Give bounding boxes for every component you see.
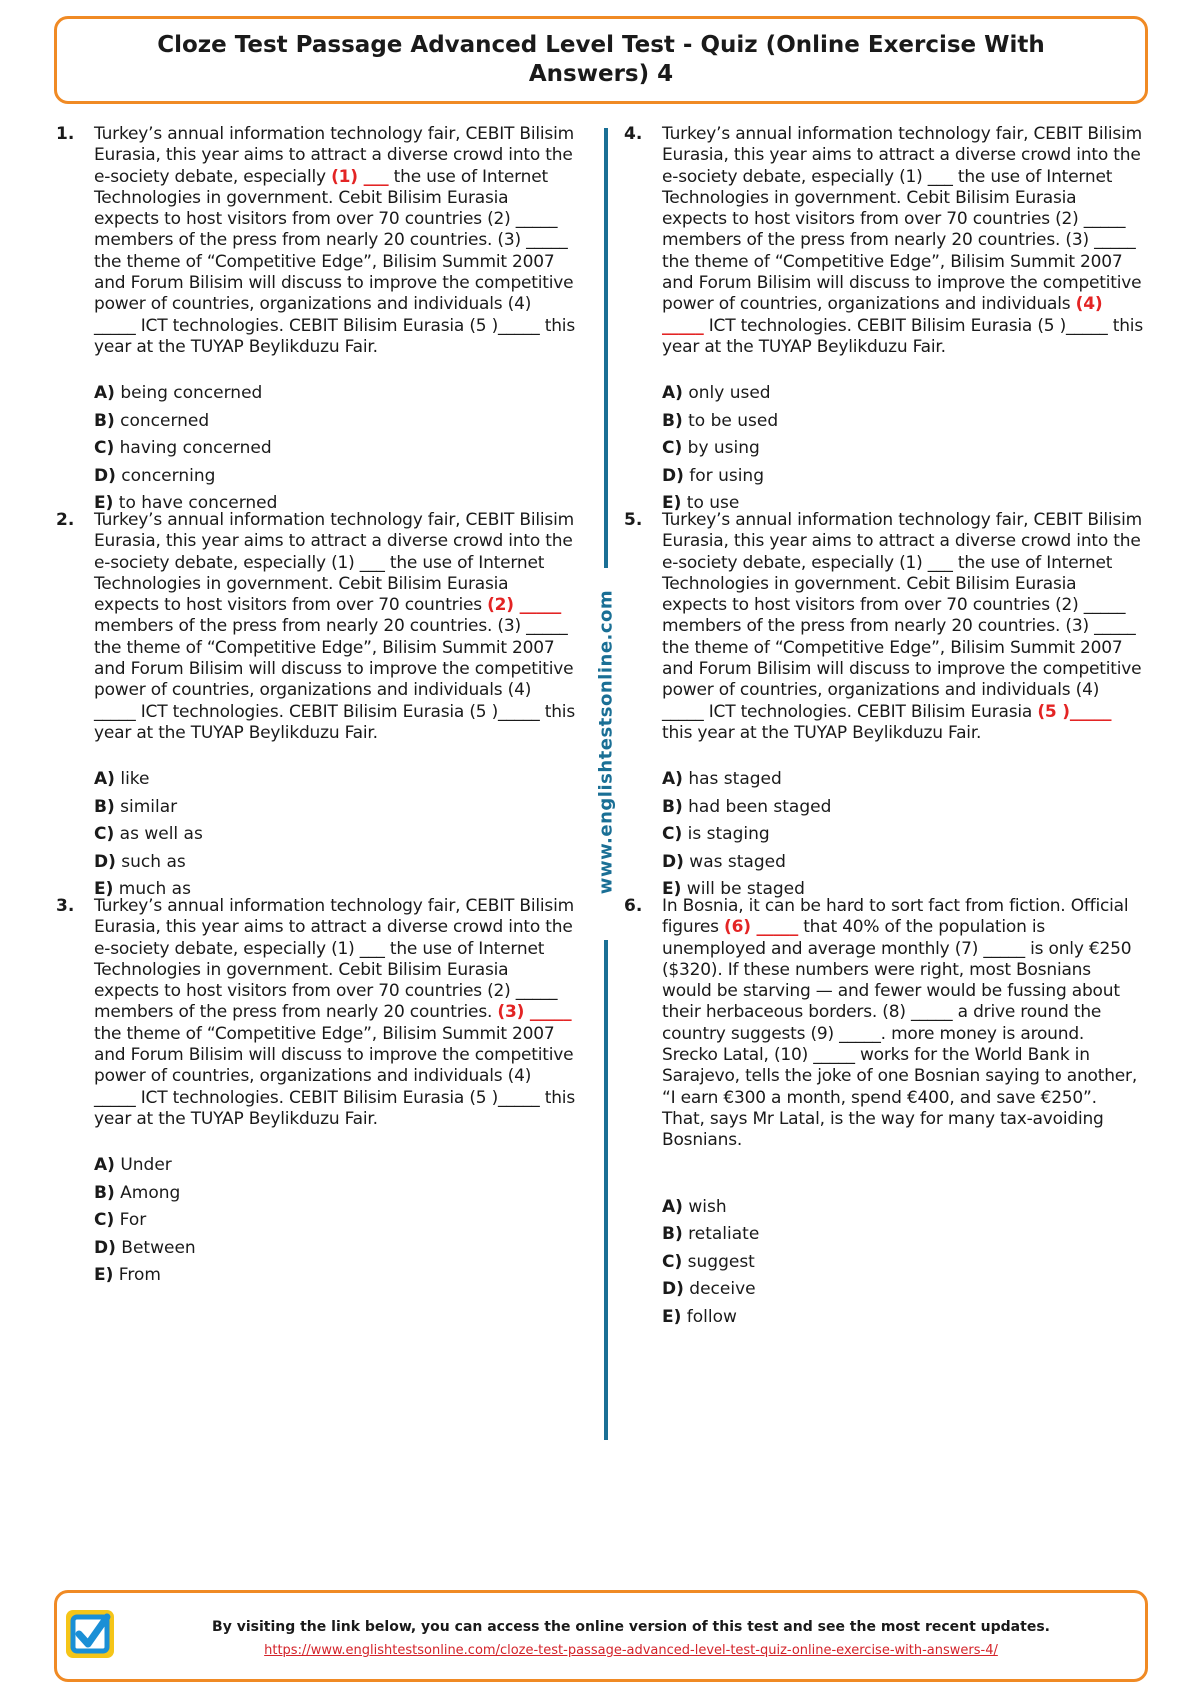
options-list bbox=[662, 766, 1144, 904]
option-c[interactable]: C) by using bbox=[662, 438, 760, 459]
page-title: Cloze Test Passage Advanced Level Test - Quiz (Online Exercise With Answers) 4 bbox=[157, 32, 1045, 87]
option-b[interactable]: B) to be used bbox=[662, 410, 779, 431]
option-a[interactable]: A) being concerned bbox=[94, 383, 263, 404]
question-number: 5. bbox=[624, 510, 643, 530]
highlighted-blank: (6) _____ bbox=[724, 917, 799, 938]
option-d[interactable]: D) concerning bbox=[94, 465, 216, 486]
option-a[interactable]: A) like bbox=[94, 769, 150, 790]
option-b[interactable]: B) concerned bbox=[94, 410, 210, 431]
highlighted-blank: (2) _____ bbox=[487, 595, 562, 616]
question-1 bbox=[56, 124, 576, 518]
option-a[interactable]: A) wish bbox=[662, 1196, 727, 1217]
highlighted-blank: (4) _____ bbox=[662, 294, 1103, 336]
question-4 bbox=[624, 124, 1144, 518]
question-number: 2. bbox=[56, 510, 75, 530]
option-e[interactable]: E) will be staged bbox=[662, 879, 805, 900]
option-e[interactable]: E) follow bbox=[662, 1306, 737, 1327]
option-c[interactable]: C) as well as bbox=[94, 824, 203, 845]
option-c[interactable]: C) having concerned bbox=[94, 438, 272, 459]
option-d[interactable]: D) such as bbox=[94, 851, 186, 872]
option-c[interactable]: C) For bbox=[94, 1210, 147, 1231]
options-list bbox=[94, 766, 576, 904]
question-3 bbox=[56, 896, 576, 1290]
footer-box bbox=[54, 1590, 1148, 1682]
option-a[interactable]: A) has staged bbox=[662, 769, 782, 790]
checkbox-icon bbox=[63, 1607, 117, 1661]
highlighted-blank: (1) ___ bbox=[331, 166, 389, 187]
column-divider-bottom bbox=[604, 940, 608, 1440]
question-number: 6. bbox=[624, 896, 643, 916]
option-d[interactable]: D) deceive bbox=[662, 1279, 756, 1300]
footer-text: By visiting the link below, you can access the online version of this test and see the most recent updates. bbox=[212, 1619, 1050, 1635]
test-online-link[interactable]: https://www.englishtestsonline.com/cloze-test-passage-advanced-level-test-quiz-online-exercise-with-answers-4/ bbox=[264, 1643, 998, 1658]
option-d[interactable]: D) for using bbox=[662, 465, 764, 486]
highlighted-blank: (5 )_____ bbox=[1037, 701, 1112, 722]
options-list bbox=[94, 380, 576, 518]
question-passage: In Bosnia, it can be hard to sort fact from fiction. Official figures (6) _____ that 40% of the population is unemployed and average monthly (7) _____ is only €250 ($320). If these numbers were right, most Bosnians would be starving — and fewer would be fussing about their herbaceous borders. (8) _____ a drive round the country suggests (9) _____. more money is around. Srecko Latal, (10) _____ works for the World Bank in Sarajevo, tells the joke of one Bosnian saying to another, “I earn €300 a month, spend €400, and save €250”. That, says Mr Latal, is the way for many tax-avoiding Bosnians. bbox=[662, 896, 1138, 1151]
question-passage: Turkey’s annual information technology fair, CEBIT Bilisim Eurasia, this year aims to attract a diverse crowd into the e-society debate, especially (1) ___ the use of Internet Technologies in government. Cebit Bilisim Eurasia expects to host visitors from over 70 countries (2) _____ members of the press from nearly 20 countries. (3) _____ the theme of “Competitive Edge”, Bilisim Summit 2007 and Forum Bilisim will discuss to improve the competitive power of countries, organizations and individuals (4) _____ ICT technologies. CEBIT Bilisim Eurasia (5 )_____ this year at the TUYAP Beylikduzu Fair. bbox=[94, 510, 575, 743]
column-divider-top bbox=[604, 128, 608, 568]
options-list bbox=[94, 1152, 576, 1290]
question-number: 3. bbox=[56, 896, 75, 916]
option-d[interactable]: D) was staged bbox=[662, 851, 786, 872]
option-e[interactable]: E) From bbox=[94, 1265, 161, 1286]
option-e[interactable]: E) to have concerned bbox=[94, 493, 278, 514]
question-passage: Turkey’s annual information technology fair, CEBIT Bilisim Eurasia, this year aims to attract a diverse crowd into the e-society debate, especially (1) ___ the use of Internet Technologies in government. Cebit Bilisim Eurasia expects to host visitors from over 70 countries (2) _____ members of the press from nearly 20 countries. (3) _____ the theme of “Competitive Edge”, Bilisim Summit 2007 and Forum Bilisim will discuss to improve the competitive power of countries, organizations and individuals (4) _____ ICT technologies. CEBIT Bilisim Eurasia (5 )_____ this year at the TUYAP Beylikduzu Fair. bbox=[94, 896, 575, 1129]
option-c[interactable]: C) is staging bbox=[662, 824, 770, 845]
option-b[interactable]: B) retaliate bbox=[662, 1224, 760, 1245]
option-a[interactable]: A) only used bbox=[662, 383, 771, 404]
option-e[interactable]: E) much as bbox=[94, 879, 191, 900]
question-6 bbox=[624, 896, 1144, 1331]
option-b[interactable]: B) Among bbox=[94, 1182, 181, 1203]
highlighted-blank: (3) _____ bbox=[497, 1002, 572, 1023]
question-passage: Turkey’s annual information technology fair, CEBIT Bilisim Eurasia, this year aims to attract a diverse crowd into the e-society debate, especially (1) ___ the use of Internet Technologies in government. Cebit Bilisim Eurasia expects to host visitors from over 70 countries (2) _____ members of the press from nearly 20 countries. (3) _____ the theme of “Competitive Edge”, Bilisim Summit 2007 and Forum Bilisim will discuss to improve the competitive power of countries, organizations and individuals (4) _____ ICT technologies. CEBIT Bilisim Eurasia (5 )_____ this year at the TUYAP Beylikduzu Fair. bbox=[94, 124, 575, 357]
question-number: 4. bbox=[624, 124, 643, 144]
title-box bbox=[54, 16, 1148, 104]
question-passage: Turkey’s annual information technology fair, CEBIT Bilisim Eurasia, this year aims to attract a diverse crowd into the e-society debate, especially (1) ___ the use of Internet Technologies in government. Cebit Bilisim Eurasia expects to host visitors from over 70 countries (2) _____ members of the press from nearly 20 countries. (3) _____ the theme of “Competitive Edge”, Bilisim Summit 2007 and Forum Bilisim will discuss to improve the competitive power of countries, organizations and individuals (4) _____ ICT technologies. CEBIT Bilisim Eurasia (5 )_____ this year at the TUYAP Beylikduzu Fair. bbox=[662, 510, 1142, 743]
options-list bbox=[662, 380, 1144, 518]
option-b[interactable]: B) had been staged bbox=[662, 796, 832, 817]
options-list bbox=[662, 1194, 1144, 1332]
option-a[interactable]: A) Under bbox=[94, 1155, 172, 1176]
question-number: 1. bbox=[56, 124, 75, 144]
question-2 bbox=[56, 510, 576, 904]
watermark: www.englishtestsonline.com bbox=[595, 589, 617, 895]
option-c[interactable]: C) suggest bbox=[662, 1251, 755, 1272]
question-passage: Turkey’s annual information technology fair, CEBIT Bilisim Eurasia, this year aims to attract a diverse crowd into the e-society debate, especially (1) ___ the use of Internet Technologies in government. Cebit Bilisim Eurasia expects to host visitors from over 70 countries (2) _____ members of the press from nearly 20 countries. (3) _____ the theme of “Competitive Edge”, Bilisim Summit 2007 and Forum Bilisim will discuss to improve the competitive power of countries, organizations and individuals (4) _____ ICT technologies. CEBIT Bilisim Eurasia (5 )_____ this year at the TUYAP Beylikduzu Fair. bbox=[662, 124, 1143, 357]
question-5 bbox=[624, 510, 1144, 904]
option-b[interactable]: B) similar bbox=[94, 796, 178, 817]
option-d[interactable]: D) Between bbox=[94, 1237, 196, 1258]
option-e[interactable]: E) to use bbox=[662, 493, 740, 514]
